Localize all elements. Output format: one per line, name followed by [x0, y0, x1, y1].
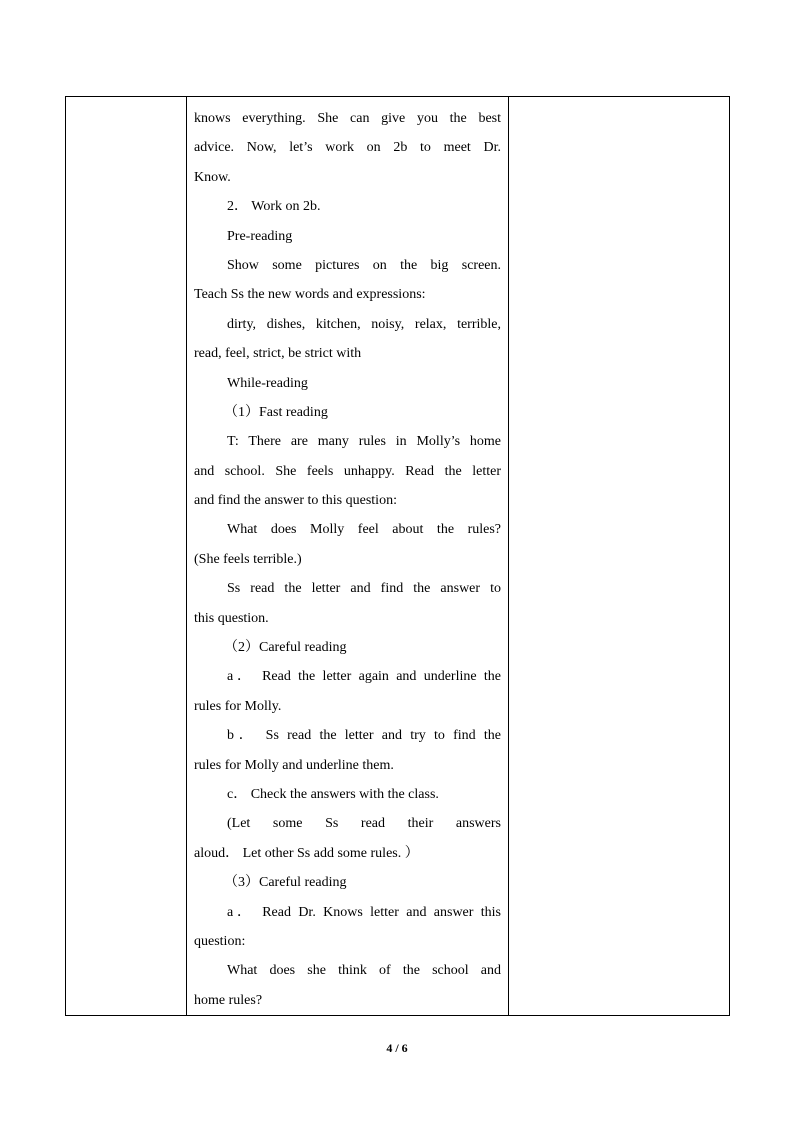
- left-column-cell: [66, 97, 187, 1016]
- subsection-heading: （2）Careful reading: [224, 640, 347, 656]
- text-line: and school. She feels unhappy. Read the letter: [194, 463, 501, 479]
- text-line: Show some pictures on the big screen.: [227, 257, 501, 273]
- section-heading: While-reading: [227, 375, 308, 391]
- text-line: question:: [194, 933, 246, 949]
- section-heading: Pre-reading: [227, 228, 293, 244]
- text-line: c． Check the answers with the class.: [227, 786, 439, 802]
- text-line: this question.: [194, 610, 269, 626]
- text-line: advice. Now, let’s work on 2b to meet Dr.: [194, 140, 501, 156]
- text-line: T: There are many rules in Molly’s home: [227, 434, 501, 450]
- procedure-column-cell: [187, 97, 509, 1016]
- text-line: home rules?: [194, 992, 263, 1008]
- text-line: a． Read Dr. Knows letter and answer this: [227, 904, 501, 920]
- text-line: rules for Molly.: [194, 698, 282, 714]
- text-line: rules for Molly and underline them.: [194, 757, 394, 773]
- text-line: Know.: [194, 169, 231, 185]
- text-line: aloud． Let other Ss add some rules. ）: [194, 845, 419, 861]
- step-heading: 2． Work on 2b.: [227, 199, 321, 215]
- text-line: dirty, dishes, kitchen, noisy, relax, terrible,: [227, 316, 501, 332]
- procedure-text: [187, 97, 508, 1015]
- page-number: 4 / 6: [386, 1041, 408, 1055]
- table-row: [66, 97, 730, 1016]
- text-line: What does she think of the school and: [227, 963, 501, 979]
- text-line: b． Ss read the letter and try to find the: [227, 728, 501, 744]
- text-line: knows everything. She can give you the best: [194, 111, 501, 126]
- text-line: (She feels terrible.): [194, 551, 302, 567]
- text-line: a． Read the letter again and underline the: [227, 669, 501, 685]
- subsection-heading: （3）Careful reading: [224, 875, 347, 891]
- text-line: and find the answer to this question:: [194, 493, 397, 509]
- text-line: What does Molly feel about the rules?: [227, 522, 501, 538]
- text-line: Teach Ss the new words and expressions:: [194, 287, 426, 303]
- lesson-plan-table: [65, 96, 730, 1016]
- text-line: (Let some Ss read their answers: [227, 816, 501, 832]
- subsection-heading: （1）Fast reading: [224, 404, 328, 420]
- text-line: read, feel, strict, be strict with: [194, 346, 362, 362]
- notes-column-cell: [509, 97, 730, 1016]
- text-line: Ss read the letter and find the answer to: [227, 581, 501, 597]
